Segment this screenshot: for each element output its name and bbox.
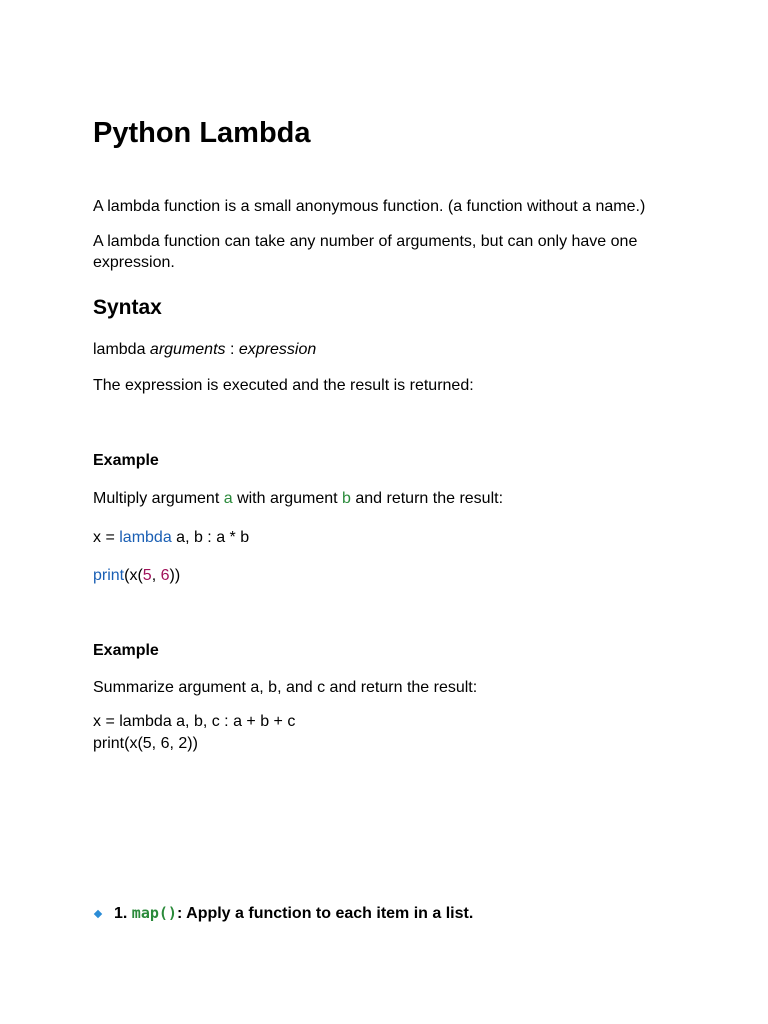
syntax-arguments: arguments bbox=[149, 341, 226, 358]
example-1-code-line-2 bbox=[93, 565, 180, 586]
example-1-label: Example bbox=[93, 452, 159, 469]
syntax-line bbox=[93, 339, 316, 360]
code-lambda-keyword: lambda bbox=[119, 529, 172, 546]
intro-paragraph-2: A lambda function can take any number of arguments, but can only have one expression. bbox=[93, 233, 638, 271]
code-assign: x = bbox=[93, 529, 120, 546]
code-print-function: print bbox=[93, 567, 125, 584]
example-2-label: Example bbox=[93, 642, 159, 659]
diamond-bullet-icon bbox=[94, 909, 102, 917]
example-1-code-line-1 bbox=[93, 527, 249, 548]
code-comma: , bbox=[151, 567, 161, 584]
code-call-close: )) bbox=[169, 567, 181, 584]
example-1-desc-post: and return the result: bbox=[350, 490, 504, 507]
code-number-6: 6 bbox=[160, 567, 170, 584]
syntax-heading: Syntax bbox=[93, 296, 162, 319]
example-1-desc-pre: Multiply argument bbox=[93, 490, 224, 507]
list-item bbox=[93, 903, 473, 924]
list-item-code: map() bbox=[131, 904, 177, 922]
example-1-description bbox=[93, 488, 503, 509]
list-item-text: : Apply a function to each item in a list. bbox=[176, 905, 474, 922]
example-2-code-line-1: x = lambda a, b, c : a + b + c bbox=[93, 713, 296, 730]
page-title: Python Lambda bbox=[93, 117, 311, 149]
example-2-code-line-2: print(x(5, 6, 2)) bbox=[93, 735, 198, 752]
syntax-description: The expression is executed and the result is returned: bbox=[93, 377, 474, 394]
example-1-desc-mid: with argument bbox=[232, 490, 343, 507]
code-call-open: (x( bbox=[124, 567, 143, 584]
syntax-expression: expression bbox=[238, 341, 317, 358]
intro-paragraph-1: A lambda function is a small anonymous function. (a function without a name.) bbox=[93, 198, 646, 215]
example-1-arg-b: b bbox=[342, 490, 351, 507]
syntax-separator: : bbox=[225, 341, 239, 358]
example-1-arg-a: a bbox=[223, 490, 233, 507]
syntax-keyword: lambda bbox=[93, 341, 150, 358]
example-2-description: Summarize argument a, b, and c and return the result: bbox=[93, 679, 478, 696]
code-number-5: 5 bbox=[142, 567, 152, 584]
list-item-number: 1. bbox=[114, 905, 128, 922]
code-lambda-body: a, b : a * b bbox=[171, 529, 250, 546]
